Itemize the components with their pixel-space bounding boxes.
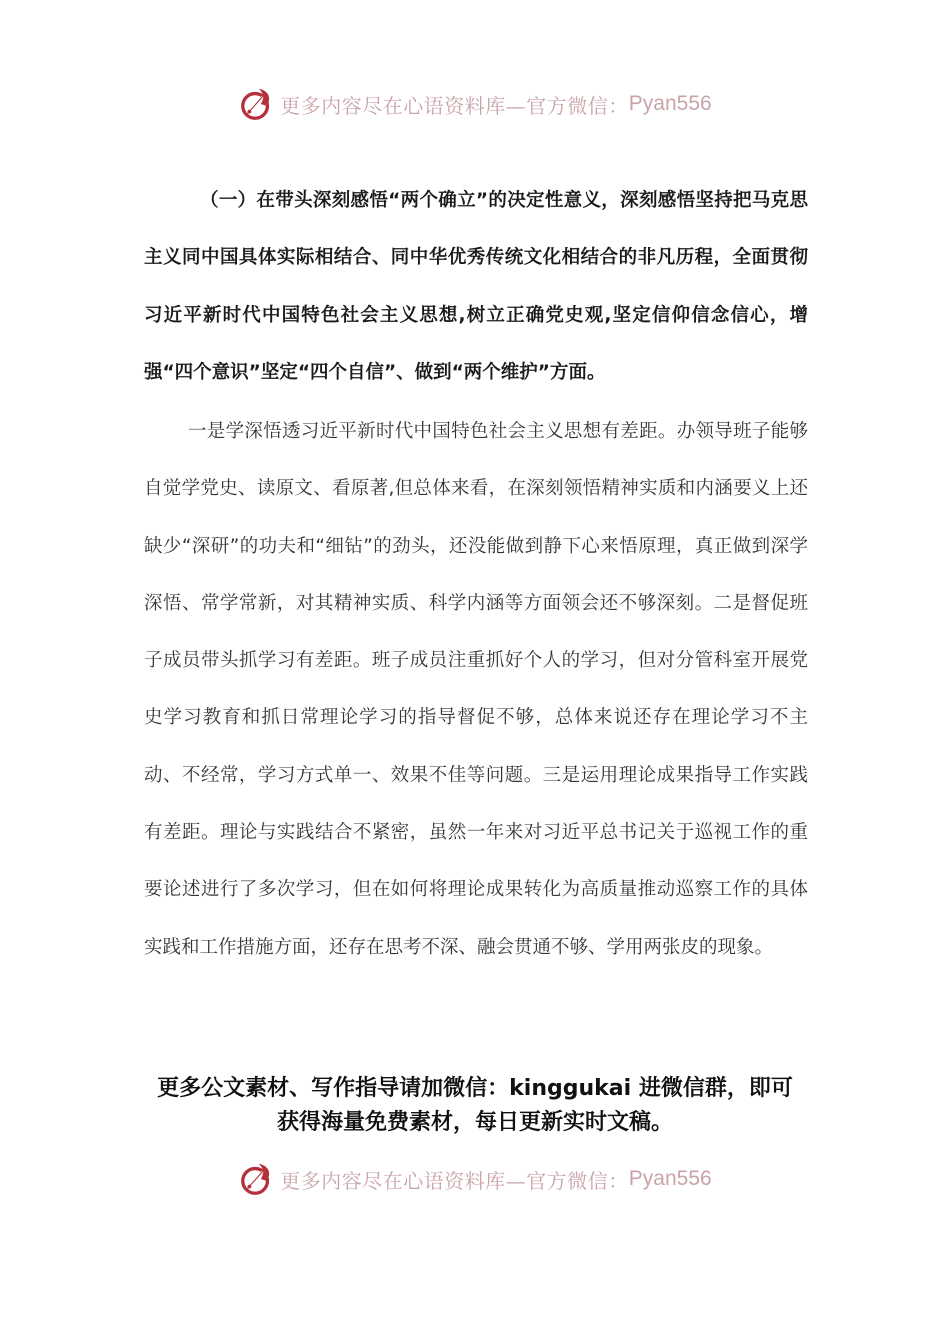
footer-banner-text: 更多内容尽在心语资料库—官方微信： <box>280 1168 629 1193</box>
promo-notice <box>120 1072 830 1140</box>
header-banner-wechat-id: Pyan556 <box>628 92 712 115</box>
footer-watermark-banner <box>0 1157 950 1201</box>
header-watermark-banner <box>0 82 950 126</box>
quill-logo-icon <box>238 1160 276 1198</box>
section-heading: （一）在带头深刻感悟“两个确立”的决定性意义，深刻感悟坚持把马克思主义同中国具体实际相结合、同中华优秀传统文化相结合的非凡历程，全面贯彻习近平新时代中国特色社会主义思想,树立正确党史观,坚定信仰信念信心，增强“四个意识”坚定“四个自信”、做到“两个维护”方面。 <box>144 190 808 383</box>
footer-banner-wechat-id: Pyan556 <box>628 1167 712 1190</box>
promo-line-2: 获得海量免费素材，每日更新实时文稿。 <box>276 1110 673 1135</box>
section-body-paragraph: 一是学深悟透习近平新时代中国特色社会主义思想有差距。办领导班子能够自觉学党史、读原文、看原著,但总体来看，在深刻领悟精神实质和内涵要义上还缺少“深研”的功夫和“细钻”的劲头，还没能做到静下心来悟原理，真正做到深学深悟、常学常新，对其精神实质、科学内涵等方面领会还不够深刻。二是督促班子成员带头抓学习有差距。班子成员注重抓好个人的学习，但对分管科室开展党史学习教育和抓日常理论学习的指导督促不够，总体来说还存在理论学习不主动、不经常，学习方式单一、效果不佳等问题。三是运用理论成果指导工作实践有差距。理论与实践结合不紧密，虽然一年来对习近平总书记关于巡视工作的重要论述进行了多次学习，但在如何将理论成果转化为高质量推动巡察工作的具体实践和工作措施方面，还存在思考不深、融会贯通不够、学用两张皮的现象。 <box>144 421 808 958</box>
quill-logo-icon <box>238 85 276 123</box>
promo-line-1: 更多公文素材、写作指导请加微信：kinggukai 进微信群，即可 <box>157 1076 793 1101</box>
header-banner-text: 更多内容尽在心语资料库—官方微信： <box>280 93 629 118</box>
